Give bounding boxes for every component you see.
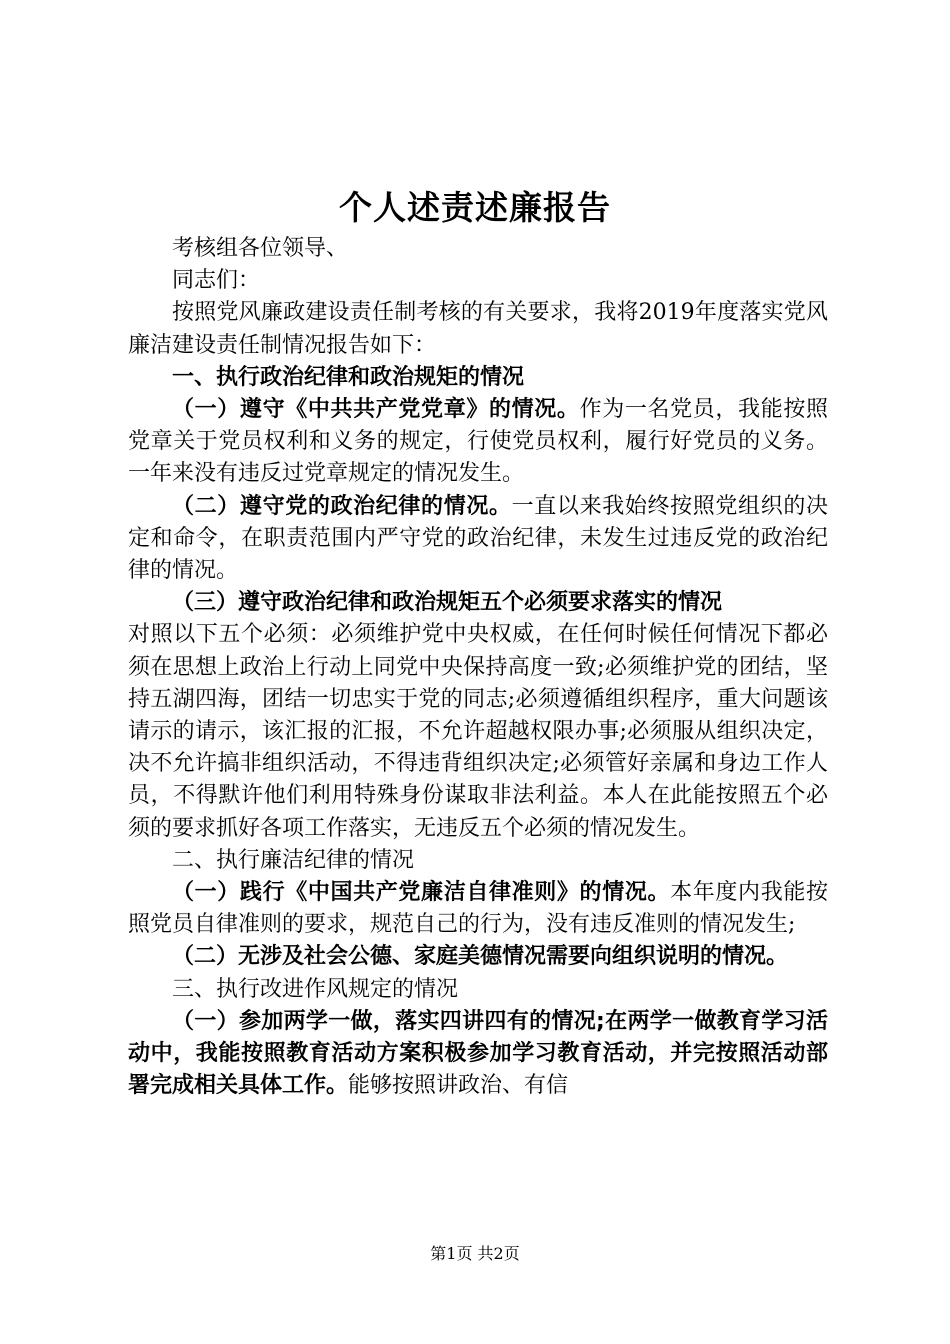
section-1-item-1-heading: （一）遵守《中共共产党党章》的情况。 xyxy=(172,397,580,423)
section-3-item-1-heading: （一）参加两学一做，落实四讲四有的情况;在两学一做教育学习活动中，我能按照教育活动方案积极参加学习教育活动，并完按照活动部署完成相关具体工作。 xyxy=(128,1008,828,1099)
section-2-item-1-paragraph xyxy=(128,877,828,941)
section-1-item-1-text: 作为一名党员，我能按照党章关于党员权利和义务的规定，行使党员权利，履行好党员的义务。一年来没有违反过党章规定的情况发生。 xyxy=(128,397,828,487)
section-3-item-1-paragraph xyxy=(128,1006,828,1103)
section-2-heading: 二、执行廉洁纪律的情况 xyxy=(172,847,415,873)
section-1-item-1-paragraph xyxy=(128,394,828,491)
document-body xyxy=(128,233,828,1102)
section-3-heading: 三、执行改进作风规定的情况 xyxy=(172,976,459,1002)
section-2-item-2-heading: （二）无涉及社会公德、家庭美德情况需要向组织说明的情况。 xyxy=(172,944,789,970)
section-1-heading: 一、执行政治纪律和政治规矩的情况 xyxy=(172,364,525,390)
document-title: 个人述责述廉报告 xyxy=(339,188,611,227)
section-2-item-1-text: 本年度内我能按照党员自律准则的要求，规范自己的行为，没有违反准则的情况发生; xyxy=(128,880,828,938)
section-3-item-1-text: 能够按照讲政治、有信 xyxy=(348,1073,569,1099)
salutation-line-2: 同志们： xyxy=(172,268,261,294)
section-1-item-2-heading: （二）遵守党的政治纪律的情况。 xyxy=(172,493,512,519)
intro-paragraph: 按照党风廉政建设责任制考核的有关要求，我将2019年度落实党风廉洁建设责任制情况报告如下： xyxy=(128,300,828,358)
section-1-item-3-heading: （三）遵守政治纪律和政治规矩五个必须要求落实的情况 xyxy=(172,590,723,616)
salutation-line-1: 考核组各位领导、 xyxy=(172,236,349,261)
section-1-item-2-text: 一直以来我始终按照党组织的决定和命令，在职责范围内严守党的政治纪律，未发生过违反党的政治纪律的情况。 xyxy=(128,493,828,584)
section-1-item-3-text: 对照以下五个必须：必须维护党中央权威，在任何时候任何情况下都必须在思想上政治上行动上同党中央保持高度一致;必须维护党的团结，坚持五湖四海，团结一切忠实于党的同志;必须遵循组织程序，重大问题该请示的请示，该汇报的汇报，不允许超越权限办事;必须服从组织决定，决不允许搞非组织活动，不得违背组织决定;必须管好亲属和身边工作人员，不得默许他们利用特殊身份谋取非法利益。本人在此能按照五个必须的要求抓好各项工作落实，无违反五个必须的情况发生。 xyxy=(128,622,828,841)
page-footer: 第1页 共2页 xyxy=(430,1244,520,1263)
section-1-item-2-paragraph xyxy=(128,491,828,588)
section-2-item-1-heading: （一）践行《中国共产党廉洁自律准则》的情况。 xyxy=(172,880,671,906)
